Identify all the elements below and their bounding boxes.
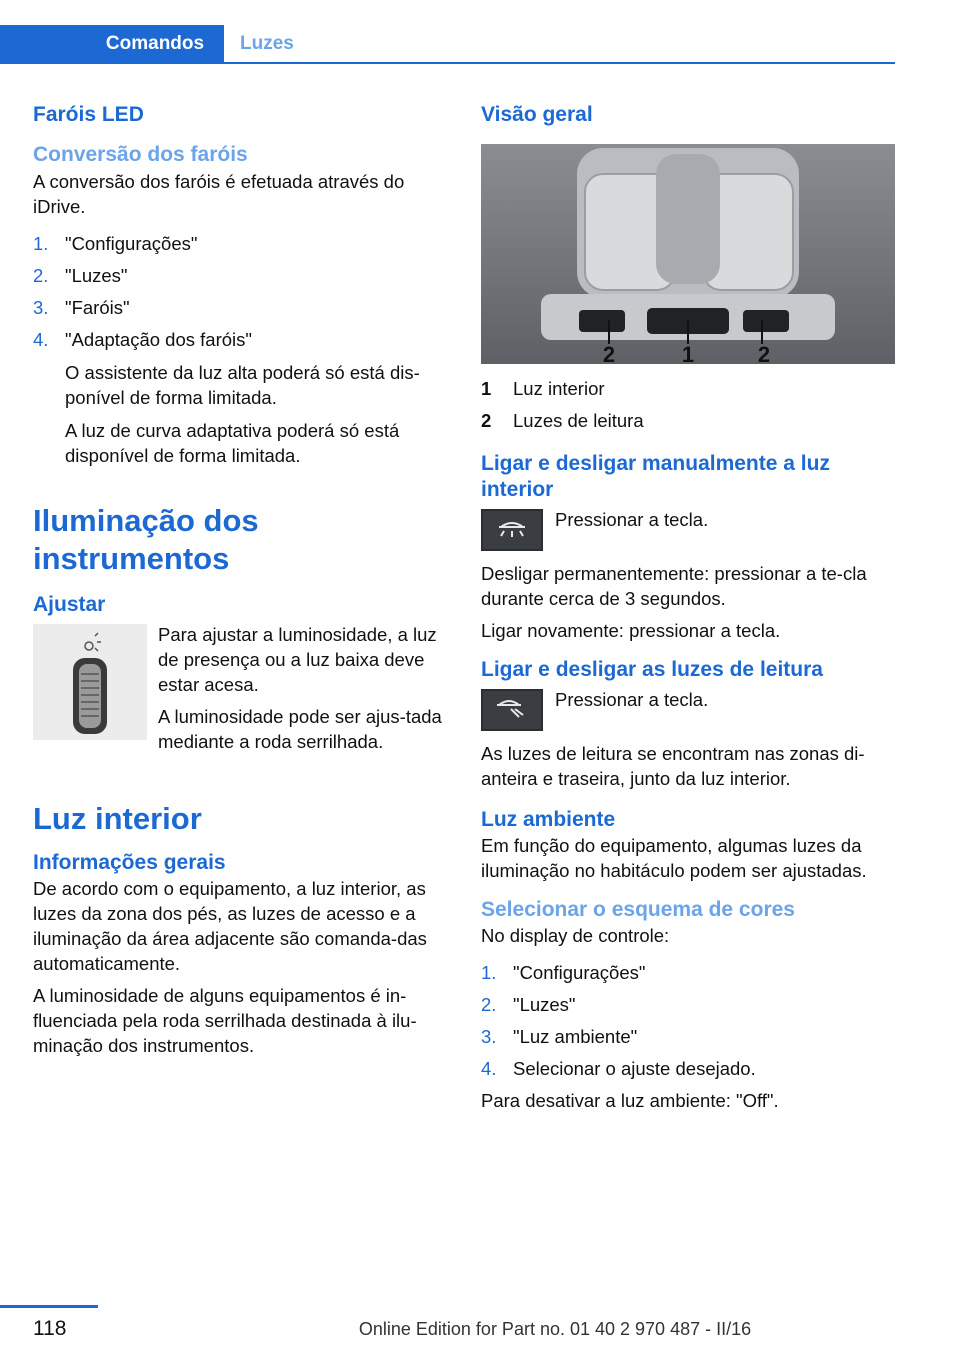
tab-comandos[interactable]: Comandos	[0, 25, 224, 62]
ambiente-text: Em função do equipamento, algumas luzes da iluminação no habitáculo podem ser ajustadas.	[481, 835, 867, 881]
step-number: 2.	[481, 994, 497, 1015]
list-item	[33, 231, 443, 256]
list-item	[33, 327, 443, 468]
right-column	[481, 100, 891, 1113]
footer-rule	[0, 1305, 98, 1308]
list-item	[481, 1056, 891, 1081]
list-item	[481, 1024, 891, 1049]
heading-visao-geral: Visão geral	[481, 103, 593, 126]
ajustar-text-1: Para ajustar a luminosidade, a luz de presença ou a luz baixa deve estar acesa.	[158, 624, 437, 695]
heading-info-gerais: Informações gerais	[33, 851, 226, 874]
step-text: "Luz ambiente"	[513, 1026, 638, 1047]
reading-light-key-row	[481, 687, 891, 733]
step-text: "Luzes"	[513, 994, 576, 1015]
heading-manual-luz: Ligar e desligar manualmente a luz interior	[481, 452, 830, 501]
legend-number: 2	[481, 410, 492, 431]
esquema-intro: No display de controle:	[481, 925, 670, 946]
figure-legend	[481, 376, 891, 433]
info-text-1: De acordo com o equipamento, a luz interior, as luzes da zona dos pés, as luzes de acesso e a iluminação da área adjacente são comanda-das automaticamente.	[33, 878, 427, 974]
legend-text: Luz interior	[513, 378, 605, 399]
conversao-steps	[33, 231, 443, 468]
left-column	[33, 100, 443, 1058]
interior-light-panel-image	[481, 144, 895, 364]
step-text: "Configurações"	[513, 962, 646, 983]
figure-label-left: 2	[602, 342, 616, 364]
page-number: 118	[33, 1317, 67, 1340]
heading-iluminacao: Iluminação dos instrumentos	[33, 503, 259, 576]
step4-note-2: A luz de curva adaptativa poderá só está disponível de forma limitada.	[65, 420, 400, 466]
step4-note-1: O assistente da luz alta poderá só está dis-ponível de forma limitada.	[65, 362, 420, 408]
ajustar-block	[33, 622, 443, 754]
step-number: 2.	[33, 265, 49, 286]
legend-item	[481, 408, 891, 433]
step-number: 4.	[481, 1058, 497, 1079]
step-text: "Luzes"	[65, 265, 128, 286]
step-text: "Configurações"	[65, 233, 198, 254]
heading-farois-led: Faróis LED	[33, 103, 144, 126]
press-key-text-2: Pressionar a tecla.	[555, 689, 709, 710]
press-key-text: Pressionar a tecla.	[555, 509, 709, 530]
desligar-text: Desligar permanentemente: pressionar a te-cla durante cerca de 3 segundos.	[481, 563, 867, 609]
edition-text: Online Edition for Part no. 01 40 2 970 487 - II/16	[358, 1319, 752, 1339]
esquema-steps	[481, 960, 891, 1081]
interior-light-key-row	[481, 507, 891, 553]
list-item	[481, 992, 891, 1017]
tab-luzes[interactable]: Luzes	[240, 33, 294, 54]
step-number: 1.	[33, 233, 49, 254]
figure-label-right: 2	[757, 342, 771, 364]
step-number: 1.	[481, 962, 497, 983]
reading-light-button-icon	[481, 689, 543, 731]
list-item	[481, 960, 891, 985]
list-item	[33, 295, 443, 320]
legend-number: 1	[481, 378, 492, 399]
heading-luz-ambiente: Luz ambiente	[481, 808, 616, 831]
header-tabbar	[0, 25, 895, 64]
ligar-text: Ligar novamente: pressionar a tecla.	[481, 620, 781, 641]
legend-item	[481, 376, 891, 401]
heading-ajustar: Ajustar	[33, 593, 106, 616]
step-text: Selecionar o ajuste desejado.	[513, 1058, 756, 1079]
step-number: 3.	[33, 297, 49, 318]
ajustar-text-2: A luminosidade pode ser ajus-tada mediante a roda serrilhada.	[158, 706, 442, 752]
figure-label-center: 1	[681, 342, 695, 364]
info-text-2: A luminosidade de alguns equipamentos é in-fluenciada pela roda serrilhada destinada à ilu-minação dos instrumentos.	[33, 985, 417, 1056]
dimmer-wheel-image	[33, 624, 147, 740]
heading-esquema-cores: Selecionar o esquema de cores	[481, 898, 795, 921]
legend-text: Luzes de leitura	[513, 410, 644, 431]
step-number: 3.	[481, 1026, 497, 1047]
step-number: 4.	[33, 329, 49, 350]
heading-luz-interior: Luz interior	[33, 801, 202, 836]
heading-luzes-leitura: Ligar e desligar as luzes de leitura	[481, 658, 823, 681]
list-item	[33, 263, 443, 288]
leitura-text: As luzes de leitura se encontram nas zonas di-anteira e traseira, junto da luz interior.	[481, 743, 865, 789]
heading-conversao: Conversão dos faróis	[33, 143, 248, 166]
interior-light-button-icon	[481, 509, 543, 551]
desativar-text: Para desativar a luz ambiente: "Off".	[481, 1090, 779, 1111]
step-text: "Faróis"	[65, 297, 130, 318]
step-text: "Adaptação dos faróis"	[65, 329, 252, 350]
conversao-text: A conversão dos faróis é efetuada através do iDrive.	[33, 171, 405, 217]
